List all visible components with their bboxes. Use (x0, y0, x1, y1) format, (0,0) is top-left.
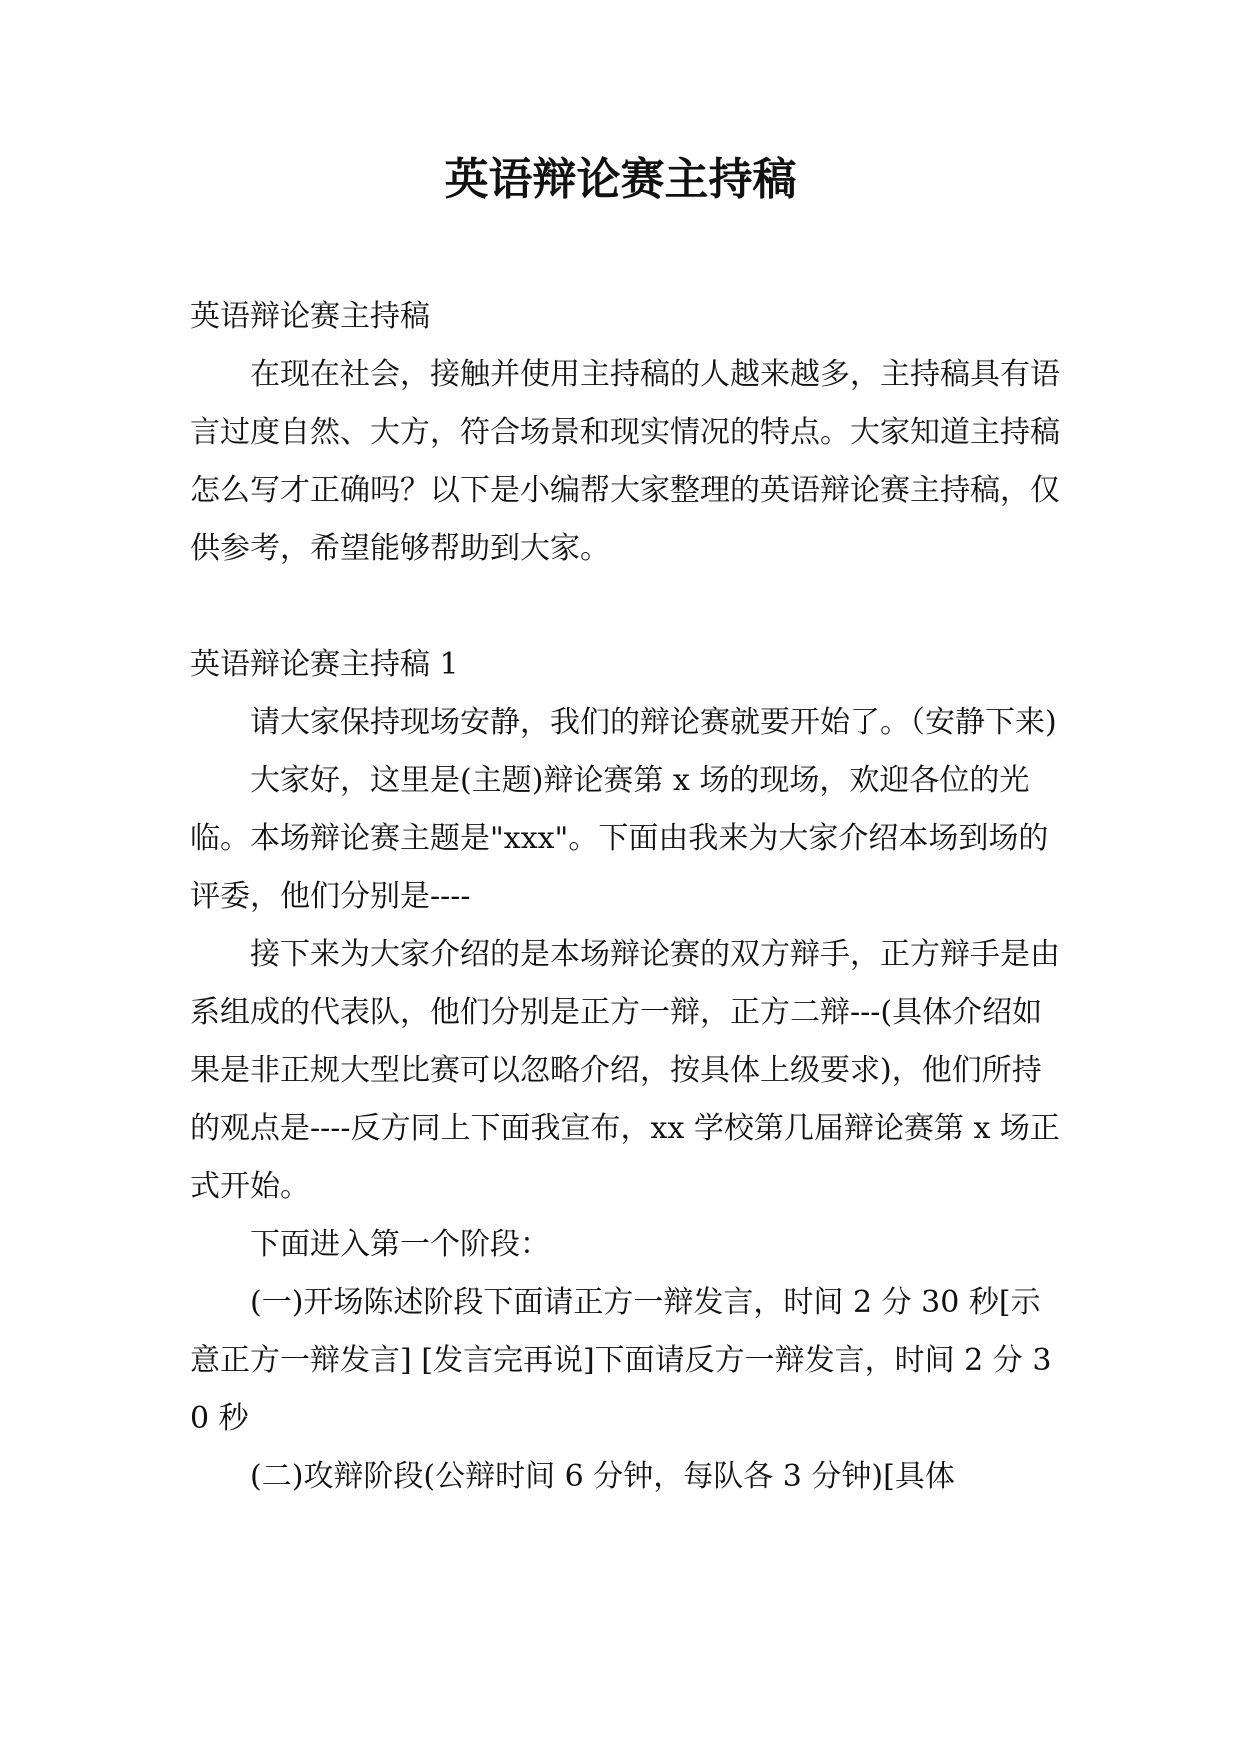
section-heading-1: 英语辩论赛主持稿 1 (190, 647, 459, 682)
intro-paragraph: 在现在社会，接触并使用主持稿的人越来越多，主持稿具有语言过度自然、大方，符合场景和现实情况的特点。大家知道主持稿怎么写才正确吗？以下是小编帮大家整理的英语辩论赛主持稿，仅供参考，希望能够帮助到大家。 (190, 357, 1060, 566)
paragraph-opening-statement: (一)开场陈述阶段下面请正方一辩发言，时间 2 分 30 秒[示意正方一辩发言] [发言完再说]下面请反方一辩发言，时间 2 分 30 秒 (190, 1285, 1052, 1436)
section-heading-intro: 英语辩论赛主持稿 (190, 299, 430, 334)
document-title: 英语辩论赛主持稿 (444, 154, 797, 205)
paragraph-welcome: 大家好，这里是(主题)辩论赛第 x 场的现场，欢迎各位的光临。本场辩论赛主题是"xxx"。下面由我来为大家介绍本场到场的评委，他们分别是---- (190, 763, 1049, 914)
document-body (190, 288, 1060, 1506)
paragraph-spacer (190, 578, 1060, 636)
paragraph-quiet-request: 请大家保持现场安静，我们的辩论赛就要开始了。（安静下来) (250, 705, 1057, 740)
paragraph-cross-examination: (二)攻辩阶段(公辩时间 6 分钟，每队各 3 分钟)[具体 (250, 1459, 955, 1494)
paragraph-debaters-intro: 接下来为大家介绍的是本场辩论赛的双方辩手，正方辩手是由系组成的代表队，他们分别是正方一辩，正方二辩---(具体介绍如果是非正规大型比赛可以忽略介绍，按具体上级要求)，他们所持的观点是----反方同上下面我宣布，xx 学校第几届辩论赛第 x 场正式开始。 (190, 937, 1060, 1204)
paragraph-first-stage: 下面进入第一个阶段： (250, 1227, 550, 1262)
